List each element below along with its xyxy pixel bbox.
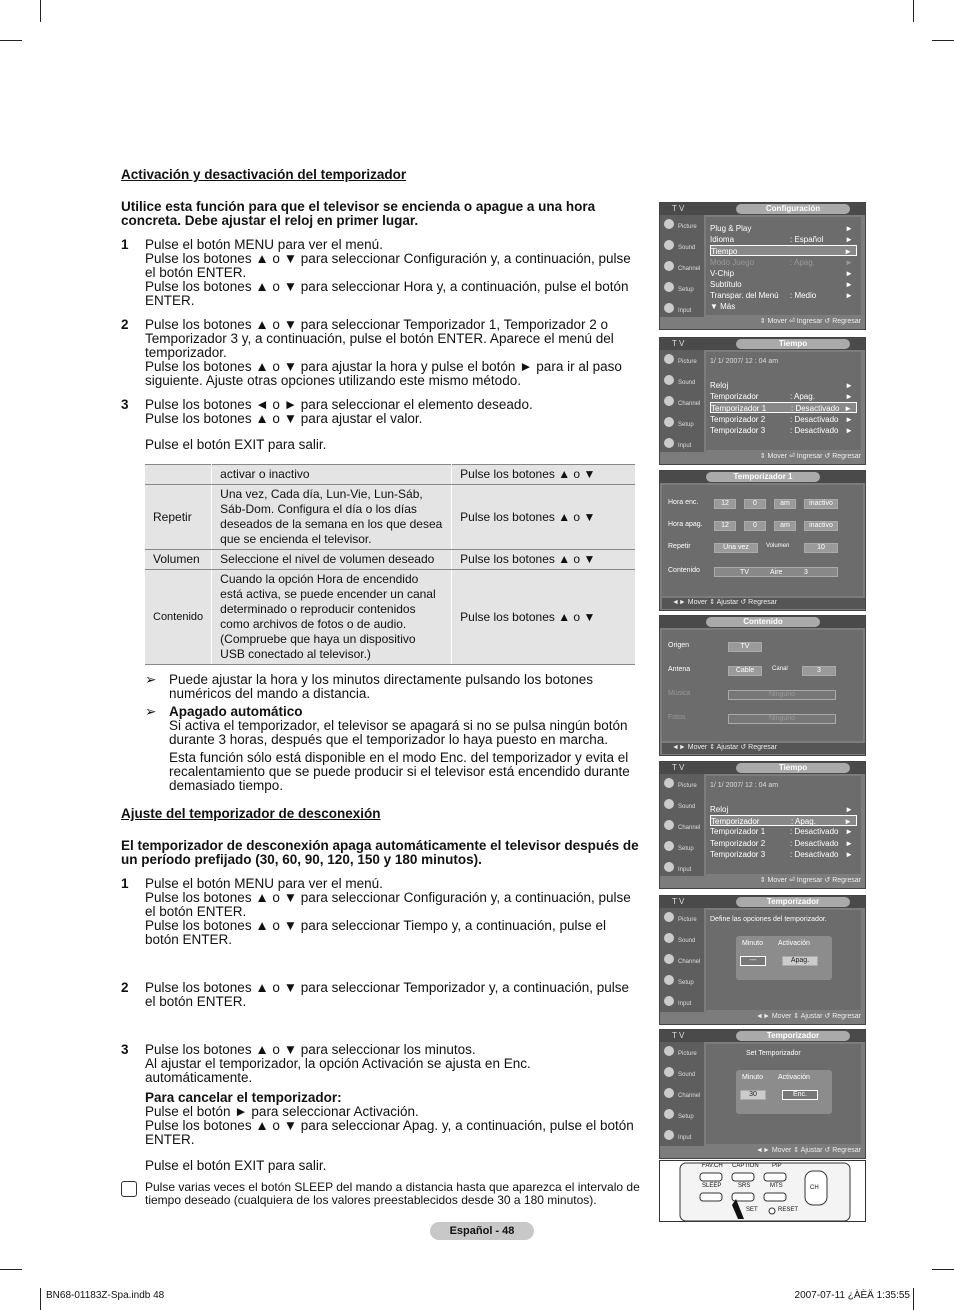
step-1: [121, 238, 641, 308]
screen-sidebar: [660, 215, 704, 317]
sleep-description: Define las opciones del temporizador.: [710, 916, 827, 923]
screen-sidebar: [660, 908, 704, 1012]
table-cell: Contenido: [145, 570, 212, 665]
menu-item-selected[interactable]: Tiempo ►: [710, 245, 857, 256]
label-minuto: Minuto: [742, 1074, 764, 1081]
sidebar-item-input[interactable]: Input: [660, 993, 704, 1013]
main-content: [121, 168, 641, 1207]
screen-topbar: [660, 1030, 865, 1042]
step-3: [121, 1043, 641, 1173]
tv-label: T V: [672, 339, 685, 348]
remote-caption-label: CAPTION: [732, 1163, 759, 1169]
step-text: Pulse el botón MENU para ver el menú.: [145, 876, 383, 891]
menu-panel: [706, 352, 861, 450]
menu-item[interactable]: Idioma : Español ►: [710, 235, 853, 244]
note-text: Esta función sólo está disponible en el modo Enc. del temporizador y evita el recalentamiento que se puede producir si el televisor está encendido durante demasiado tiempo.: [169, 750, 630, 793]
sidebar-item-picture[interactable]: Picture: [660, 216, 704, 236]
sidebar-item-input[interactable]: Input: [660, 859, 704, 879]
screen-bottom-hints: ◄► Mover ⇕ Ajustar ↺ Regresar: [756, 1013, 861, 1020]
section-intro: El temporizador de desconexión apaga automáticamente el televisor después de un período prefijado (30, 60, 90, 120, 150 y 180 minutos).: [121, 838, 639, 867]
setup-icon: [664, 841, 674, 851]
sidebar-item-channel[interactable]: Channel: [660, 258, 704, 278]
step-text: Pulse los botones ▲ o ▼ para seleccionar los minutos.: [145, 1042, 476, 1057]
tv-label: T V: [672, 204, 685, 213]
field-minuto[interactable]: ---: [740, 956, 766, 966]
setup-icon: [664, 417, 674, 427]
sleep-panel: [706, 910, 861, 1010]
screen-bottom-hints: ◄► Mover ⇕ Ajustar ↺ Regresar: [756, 1147, 861, 1154]
table-cell: Pulse los botones ▲ o ▼: [452, 485, 635, 550]
label-contenido: Contenido: [668, 567, 700, 574]
menu-panel: [706, 776, 861, 874]
table-cell: Pulse los botones ▲ o ▼: [452, 465, 635, 485]
note-arrow-icon: ➢: [145, 704, 157, 719]
step-number: 3: [121, 397, 129, 412]
tv-screen-sleep-off: [659, 895, 866, 1025]
input-icon: [664, 1130, 674, 1140]
screen-title: Temporizador: [736, 1031, 850, 1041]
tv-screen-timer1: [659, 470, 866, 611]
step-text: Pulse los botones ▲ o ▼ para seleccionar Configuración y, a continuación, pulse el botón ENTER.: [145, 890, 631, 919]
field-minuto[interactable]: 30: [740, 1090, 766, 1100]
label-volumen: Volumen: [766, 543, 790, 549]
step-text: Pulse los botones ▲ o ▼ para seleccionar Temporizador 1, Temporizador 2 o Temporizador 3 y, a continuación, pulse el botón ENTER. Aparece el menú del temporizador.: [145, 317, 614, 360]
field-fotos[interactable]: Ninguno: [728, 714, 836, 724]
screen-sidebar: [660, 1042, 704, 1146]
menu-item[interactable]: Temporizador 3 : Desactivado ►: [710, 426, 853, 435]
crop-mark: [40, 1288, 41, 1310]
remote-pip-label: PIP: [772, 1163, 782, 1169]
setup-icon: [664, 1109, 674, 1119]
field-minute[interactable]: 0: [744, 499, 766, 509]
tv-label: T V: [672, 763, 685, 772]
input-icon: [664, 862, 674, 872]
crop-mark: [913, 0, 914, 22]
channel-icon: [664, 396, 674, 406]
step-text: Al ajustar el temporizador, la opción Activación se ajusta en Enc. automáticamente.: [145, 1056, 531, 1085]
table-cell: Repetir: [145, 485, 212, 550]
screen-title: Tiempo: [736, 339, 850, 349]
screen-topbar: [660, 203, 865, 215]
setup-icon: [664, 282, 674, 292]
memo-text: Pulse varias veces el botón SLEEP del mando a distancia hasta que aparezca el intervalo de tiempo deseado (cualquiera de los valores preestablecidos desde 30 a 180 minutos).: [145, 1180, 640, 1207]
contenido-panel: [662, 630, 863, 741]
table-cell: Seleccione el nivel de volumen deseado: [212, 550, 452, 570]
sidebar-item-sound[interactable]: Sound: [660, 372, 704, 392]
screen-title: Configuración: [736, 204, 850, 214]
sidebar-item-sound[interactable]: Sound: [660, 796, 704, 816]
sidebar-item-channel[interactable]: Channel: [660, 393, 704, 413]
field-volumen[interactable]: 10: [804, 543, 838, 553]
channel-icon: [664, 820, 674, 830]
sidebar-item-setup[interactable]: Setup: [660, 972, 704, 992]
tv-screen-sleep-on: [659, 1029, 866, 1159]
sidebar-item-sound[interactable]: Sound: [660, 930, 704, 950]
tv-label: T V: [672, 897, 685, 906]
picture-icon: [664, 912, 674, 922]
tv-label: T V: [672, 1031, 685, 1040]
remote-reset-label: RESET: [778, 1207, 799, 1213]
menu-panel: [706, 217, 861, 315]
menu-item[interactable]: Temporizador 2 : Desactivado ►: [710, 415, 853, 424]
sleep-box: [736, 1070, 832, 1114]
label-hora-apag: Hora apag.: [668, 521, 703, 528]
label-origen: Origen: [668, 642, 690, 649]
step-number: 2: [121, 317, 129, 332]
menu-item[interactable]: Temporizador 2 : Desactivado ►: [710, 839, 853, 848]
screen-bottom-hints: ⇕ Mover ⏎ Ingresar ↺ Regresar: [759, 453, 861, 460]
tv-screen-contenido: [659, 615, 866, 756]
footer-timestamp: 2007-07-11 ¿ÀÈÄ 1:35:55: [794, 1290, 910, 1301]
field-minute[interactable]: 0: [744, 521, 766, 531]
sidebar-item-picture[interactable]: Picture: [660, 351, 704, 371]
menu-item[interactable]: V-Chip ►: [710, 269, 853, 278]
remote-ch-label: CH: [810, 1185, 819, 1191]
table-row: [145, 570, 635, 665]
table-row: [145, 465, 635, 485]
screen-topbar: [660, 338, 865, 350]
field-repetir[interactable]: Una vez: [714, 543, 758, 553]
screen-topbar: [660, 471, 865, 483]
memo-note: [121, 1181, 641, 1207]
page-number-badge: Español - 48: [430, 1222, 534, 1240]
screen-bottom-hints: ⇕ Mover ⏎ Ingresar ↺ Regresar: [759, 318, 861, 325]
sidebar-item-picture[interactable]: Picture: [660, 1043, 704, 1063]
menu-item[interactable]: Plug & Play ►: [710, 224, 853, 233]
menu-item[interactable]: Reloj ►: [710, 381, 853, 390]
step-text: Pulse los botones ▲ o ▼ para seleccionar Tiempo y, a continuación, pulse el botón ENTER.: [145, 918, 606, 947]
screen-topbar: [660, 762, 865, 774]
note-text: Si activa el temporizador, el televisor se apagará si no se pulsa ningún botón durante 3 horas, después que el temporizador lo haya puesto en marcha.: [169, 718, 628, 747]
sound-icon: [664, 933, 674, 943]
table-cell: Volumen: [145, 550, 212, 570]
table-cell: Una vez, Cada día, Lun-Vie, Lun-Sáb, Sáb-Dom. Configura el día o los días deseados de la semana en los que desea que se encienda el televisor.: [212, 485, 452, 550]
sidebar-item-channel[interactable]: Channel: [660, 1085, 704, 1105]
step-2: [121, 981, 641, 1009]
section-heading: Activación y desactivación del temporizador: [121, 167, 407, 182]
label-musica: Música: [668, 690, 691, 697]
field-musica[interactable]: Ninguno: [728, 690, 836, 700]
tv-screen-tiempo-2: [659, 761, 866, 889]
table-cell: activar o inactivo: [212, 465, 452, 485]
options-table: [145, 464, 635, 665]
step-text: Pulse los botones ▲ o ▼ para ajustar el valor.: [145, 411, 423, 426]
sleep-panel: [706, 1044, 861, 1144]
field-ampm[interactable]: am: [774, 499, 796, 509]
screen-bottom-hints: ◄► Mover ⇕ Ajustar ↺ Regresar: [662, 598, 865, 609]
step-text: Pulse el botón MENU para ver el menú.: [145, 237, 383, 252]
screen-title: Temporizador: [736, 897, 850, 907]
sidebar-item-setup[interactable]: Setup: [660, 1106, 704, 1126]
field-hour[interactable]: 12: [714, 521, 736, 531]
sidebar-item-channel[interactable]: Channel: [660, 817, 704, 837]
note: [121, 673, 641, 701]
screen-title: Tiempo: [736, 763, 850, 773]
sound-icon: [664, 240, 674, 250]
crop-mark: [40, 0, 41, 22]
menu-item[interactable]: Temporizador 1 : Desactivado ►: [710, 827, 853, 836]
sidebar-item-channel[interactable]: Channel: [660, 951, 704, 971]
step-text: Pulse los botones ◄ o ► para seleccionar el elemento deseado.: [145, 397, 533, 412]
tv-screen-config: [659, 202, 866, 330]
sleep-description: Set Temporizador: [746, 1050, 801, 1057]
crop-mark: [0, 40, 22, 41]
field-activation[interactable]: inactivo: [804, 499, 838, 509]
field-antena[interactable]: Cable: [728, 666, 762, 676]
screen-title: Contenido: [706, 617, 820, 627]
step-3: [121, 398, 641, 452]
label-activacion: Activación: [778, 940, 810, 947]
sleep-box: [736, 936, 832, 980]
screen-topbar: [660, 616, 865, 628]
table-row: [145, 550, 635, 570]
sound-icon: [664, 375, 674, 385]
label-hora-enc: Hora enc.: [668, 499, 699, 506]
table-cell: Pulse los botones ▲ o ▼: [452, 570, 635, 665]
screen-sidebar: [660, 350, 704, 452]
field-origen[interactable]: TV: [728, 642, 762, 652]
step-text: Pulse el botón ► para seleccionar Activación.: [145, 1104, 419, 1119]
section-intro: Utilice esta función para que el televisor se encienda o apague a una hora concreta. Debe ajustar el reloj en primer lugar.: [121, 199, 596, 228]
clock-display: 1/ 1/ 2007/ 12 : 04 am: [710, 358, 779, 365]
screen-sidebar: [660, 774, 704, 876]
note-text: Puede ajustar la hora y los minutos directamente pulsando los botones numéricos del mando a distancia.: [169, 672, 594, 701]
clock-display: 1/ 1/ 2007/ 12 : 04 am: [710, 782, 779, 789]
sidebar-item-input[interactable]: Input: [660, 1127, 704, 1147]
step-number: 2: [121, 980, 129, 995]
note-title: Apagado automático: [169, 704, 303, 719]
step-text: Pulse los botones ▲ o ▼ para seleccionar Apag. y, a continuación, pulse el botón ENTER.: [145, 1118, 634, 1147]
input-icon: [664, 996, 674, 1006]
menu-item[interactable]: ▼ Más: [710, 302, 736, 311]
screen-title: Temporizador 1: [706, 472, 820, 482]
label-repetir: Repetir: [668, 543, 691, 550]
crop-mark: [0, 1269, 22, 1270]
sidebar-item-setup[interactable]: Setup: [660, 414, 704, 434]
remote-drawing: [660, 1161, 867, 1223]
field-canal[interactable]: 3: [802, 666, 836, 676]
sound-icon: [664, 1067, 674, 1077]
remote-mts-label: MTS: [770, 1183, 783, 1189]
remote-fav-label: FAV.CH: [702, 1163, 723, 1169]
table-cell: Pulse los botones ▲ o ▼: [452, 550, 635, 570]
picture-icon: [664, 778, 674, 788]
screen-bottom-hints: ⇕ Mover ⏎ Ingresar ↺ Regresar: [759, 877, 861, 884]
step-text: Pulse los botones ▲ o ▼ para seleccionar Configuración y, a continuación, pulse el botón ENTER.: [145, 251, 631, 280]
picture-icon: [664, 354, 674, 364]
timer-panel: Hora enc. 12 0 am inactivo Hora apag. 12 0 am inactivo Repetir Una vez Volumen 10 Contenido TV Aire 3: [662, 485, 863, 596]
crop-mark: [932, 40, 954, 41]
sidebar-item-input[interactable]: Input: [660, 300, 704, 320]
table-cell: [145, 465, 212, 485]
screen-topbar: [660, 896, 865, 908]
table-row: [145, 485, 635, 550]
remote-srs-label: SRS: [738, 1183, 751, 1189]
field-ampm[interactable]: am: [774, 521, 796, 531]
step-text: Pulse los botones ▲ o ▼ para seleccionar Temporizador y, a continuación, pulse el botón ENTER.: [145, 980, 629, 1009]
channel-icon: [664, 954, 674, 964]
setup-icon: [664, 975, 674, 985]
sound-icon: [664, 799, 674, 809]
channel-icon: [664, 261, 674, 271]
input-icon: [664, 303, 674, 313]
sidebar-item-picture[interactable]: Picture: [660, 909, 704, 929]
sidebar-item-input[interactable]: Input: [660, 435, 704, 455]
menu-item[interactable]: Subtítulo ►: [710, 280, 853, 289]
sidebar-item-setup[interactable]: Setup: [660, 279, 704, 299]
picture-icon: [664, 1046, 674, 1056]
sidebar-item-sound[interactable]: Sound: [660, 1064, 704, 1084]
menu-item[interactable]: Modo Juego : Apag. ►: [710, 258, 853, 267]
table-cell: Cuando la opción Hora de encendido está activa, se puede encender un canal determinado o reproducir contenidos como archivos de fotos o de audio. (Compruebe que haya un dispositivo USB conectado al televisor.): [212, 570, 452, 665]
menu-item[interactable]: Temporizador 3 : Desactivado ►: [710, 850, 853, 859]
step-text: Pulse los botones ▲ o ▼ para seleccionar Hora y, a continuación, pulse el botón ENTER.: [145, 279, 629, 308]
label-fotos: Fotos: [668, 714, 686, 721]
step-1: [121, 877, 641, 947]
field-activacion[interactable]: Enc.: [782, 1090, 818, 1100]
remote-control-illustration: [659, 1160, 866, 1222]
menu-item[interactable]: Transpar. del Menú : Medio ►: [710, 291, 853, 300]
field-activacion[interactable]: Apag.: [782, 956, 818, 966]
sidebar-item-setup[interactable]: Setup: [660, 838, 704, 858]
menu-item[interactable]: Temporizador : Apag. ►: [710, 392, 853, 401]
menu-item-selected[interactable]: Temporizador : Apag. ►: [710, 815, 857, 826]
note: [121, 705, 641, 793]
crop-mark: [932, 1269, 954, 1270]
cancel-title: Para cancelar el temporizador:: [145, 1090, 342, 1105]
label-canal: Canal: [772, 666, 788, 672]
remote-sleep-label: SLEEP: [702, 1183, 722, 1189]
label-minuto: Minuto: [742, 940, 764, 947]
input-icon: [664, 438, 674, 448]
screen-bottom-hints: ◄► Mover ⇕ Ajustar ↺ Regresar: [662, 743, 865, 754]
step-text: Pulse el botón EXIT para salir.: [145, 437, 327, 452]
step-text: Pulse los botones ▲ o ▼ para ajustar la hora y pulse el botón ► para ir al paso siguiente. Ajuste otras opciones utilizando este mismo método.: [145, 359, 622, 388]
remote-set-label: SET: [746, 1207, 758, 1213]
label-antena: Antena: [668, 666, 691, 673]
memo-hand-icon: [121, 1181, 137, 1197]
picture-icon: [664, 219, 674, 229]
step-number: 1: [121, 237, 129, 252]
menu-item-selected[interactable]: Temporizador 1 : Desactivado ►: [710, 402, 857, 413]
crop-mark: [913, 1288, 914, 1310]
field-hour[interactable]: 12: [714, 499, 736, 509]
step-text: Pulse el botón EXIT para salir.: [145, 1158, 327, 1173]
step-number: 1: [121, 876, 129, 891]
menu-item[interactable]: Reloj ►: [710, 805, 853, 814]
section-heading: Ajuste del temporizador de desconexión: [121, 806, 381, 821]
field-activation[interactable]: inactivo: [804, 521, 838, 531]
footer-file: BN68-01183Z-Spa.indb 48: [46, 1290, 165, 1301]
label-activacion: Activación: [778, 1074, 810, 1081]
sidebar-item-sound[interactable]: Sound: [660, 237, 704, 257]
step-number: 3: [121, 1042, 129, 1057]
step-2: [121, 318, 641, 388]
channel-icon: [664, 1088, 674, 1098]
note-arrow-icon: ➢: [145, 672, 157, 687]
tv-screen-tiempo: [659, 337, 866, 465]
sidebar-item-picture[interactable]: Picture: [660, 775, 704, 795]
